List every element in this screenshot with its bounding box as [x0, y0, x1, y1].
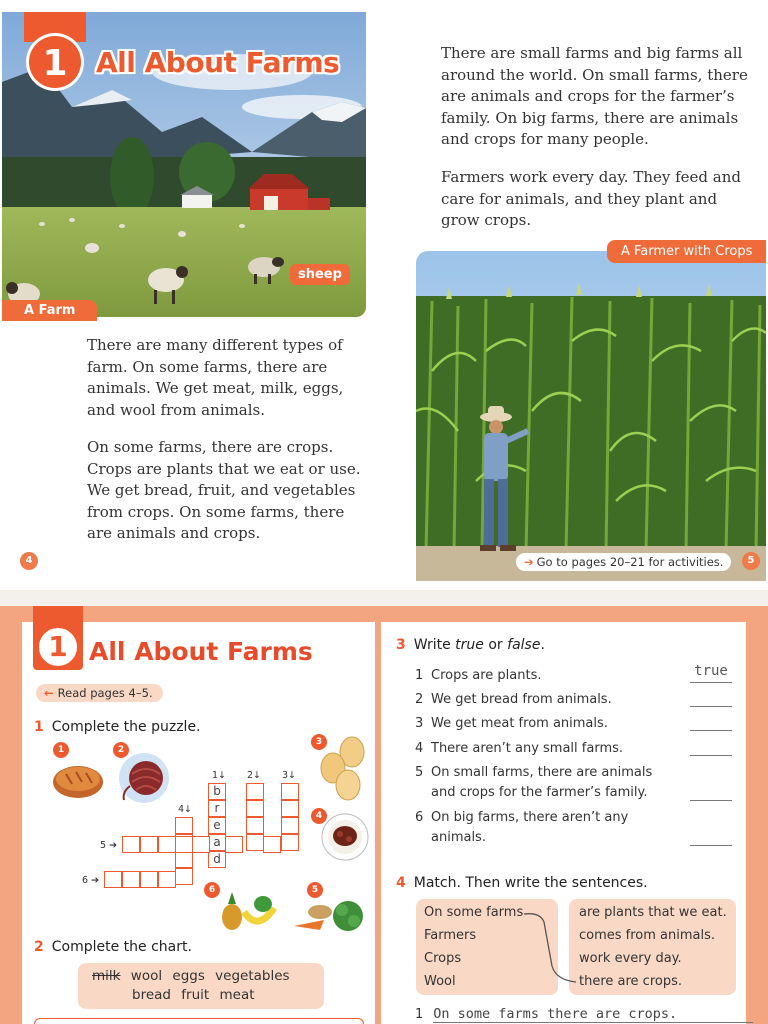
task-text: Complete the chart. — [51, 939, 192, 955]
crossword-cell[interactable] — [263, 836, 281, 853]
crossword-cell[interactable] — [281, 834, 299, 851]
task-text-true: true — [455, 637, 484, 653]
crops-photo-caption: A Farmer with Crops — [607, 240, 766, 263]
crossword-cell[interactable] — [281, 800, 299, 817]
read-pages-pill[interactable] — [36, 684, 163, 702]
picture-badge-2: 2 — [113, 742, 129, 758]
task-2-heading — [34, 939, 192, 955]
task-text: Complete the puzzle. — [51, 719, 201, 735]
word-bank-item: fruit — [181, 987, 210, 1003]
task-3-heading — [396, 637, 545, 653]
crossword-cell[interactable] — [281, 783, 299, 800]
task-text-false: false — [507, 637, 541, 653]
paragraph-farmers-work: Farmers work every day. They feed and care for animals, and they plant and grow crops. — [441, 168, 742, 229]
crossword-cell[interactable] — [225, 836, 243, 853]
match-left-item[interactable]: Wool — [424, 974, 456, 989]
clue-number-down-1: 1↓ — [212, 770, 227, 781]
paragraph-animals: There are many different types of farm. On some farms, there are animals. We get meat, milk, eggs, and wool from animals. — [87, 336, 344, 419]
match-answer-1 — [415, 1006, 753, 1023]
paragraph-farm-sizes: There are small farms and big farms all around the world. On small farms, there are animals and crops for the farmer’s family. On big farms, there are animals and crops for many people. — [441, 44, 748, 148]
match-left-item[interactable]: On some farms — [424, 905, 524, 920]
task-text-or: or — [483, 637, 508, 653]
answer-line[interactable]: true — [690, 663, 732, 683]
match-left-item[interactable]: Crops — [424, 951, 462, 966]
word-bank-item: bread — [132, 987, 171, 1003]
picture-badge-4: 4 — [311, 808, 327, 824]
bread-icon — [50, 760, 106, 802]
crossword-cell[interactable] — [140, 871, 158, 888]
word-bank-item: eggs — [172, 968, 205, 984]
page-number-left: 4 — [20, 552, 38, 570]
crossword-cell[interactable] — [122, 871, 140, 888]
true-false-item: 6 On big farms, there aren’t any animals. — [415, 810, 629, 845]
match-right-box — [569, 899, 736, 995]
match-right-item[interactable]: there are crops. — [579, 974, 682, 989]
svg-text:1: 1 — [42, 43, 68, 84]
true-false-item: 2 We get bread from animals. — [415, 692, 612, 707]
word-bank-row-2 — [132, 987, 255, 1003]
crossword-cell[interactable] — [192, 836, 210, 853]
eggs-icon — [318, 735, 368, 803]
answer-line[interactable] — [690, 826, 732, 846]
crossword-cell[interactable]: d — [208, 851, 226, 868]
task-1-heading — [34, 719, 201, 735]
true-false-item: 5 On small farms, there are animals and crops for the farmer’s family. — [415, 765, 653, 800]
answer-line[interactable] — [690, 711, 732, 731]
arrow-right-icon: ➔ — [524, 555, 534, 569]
task-4-heading — [396, 875, 648, 891]
crossword-cell[interactable] — [140, 836, 158, 853]
crossword-cell[interactable] — [175, 836, 193, 853]
crossword-cell[interactable] — [246, 834, 264, 851]
crossword-cell[interactable] — [122, 836, 140, 853]
farmer-crops-photo — [416, 251, 766, 581]
clue-number-down-3: 3↓ — [282, 770, 297, 781]
match-left-item[interactable]: Farmers — [424, 928, 477, 943]
workbook-unit-number: 1 — [36, 625, 80, 669]
chart-word-bank — [78, 963, 324, 1009]
picture-badge-6: 6 — [204, 882, 220, 898]
clue-number-down-2: 2↓ — [247, 770, 262, 781]
task-text-end: . — [540, 637, 545, 653]
word-bank-row-1 — [92, 968, 290, 984]
answer-line[interactable] — [690, 736, 732, 756]
answer-number: 1 — [415, 1007, 424, 1022]
true-false-item: 1 Crops are plants. — [415, 668, 542, 683]
crossword-cell[interactable] — [104, 871, 122, 888]
picture-badge-5: 5 — [307, 882, 323, 898]
wool-icon — [118, 748, 170, 806]
crossword-cell[interactable] — [246, 817, 264, 834]
crossword-cell[interactable] — [158, 871, 176, 888]
goto-activities-link[interactable] — [516, 553, 731, 571]
crossword-cell[interactable] — [246, 800, 264, 817]
word-bank-item: vegetables — [215, 968, 290, 984]
word-bank-item: milk — [92, 968, 121, 984]
answer-text[interactable]: On some farms there are crops. — [433, 1006, 753, 1023]
page-gap — [0, 590, 768, 606]
arrow-left-icon: ← — [44, 686, 54, 700]
chart-table-top — [34, 1018, 364, 1024]
picture-badge-1: 1 — [53, 742, 69, 758]
clue-number-across-5: 5 ➔ — [100, 840, 118, 851]
task-number: 3 — [396, 637, 406, 653]
match-connector-line — [520, 910, 580, 990]
task-number: 4 — [396, 875, 406, 891]
crossword-cell[interactable] — [175, 851, 193, 868]
read-pages-text: Read pages 4–5. — [57, 686, 153, 700]
match-right-item[interactable]: are plants that we eat. — [579, 905, 727, 920]
sheep-label: sheep — [290, 264, 350, 285]
crossword-cell[interactable] — [175, 868, 193, 885]
word-bank-item: wool — [130, 968, 163, 984]
answer-line[interactable] — [690, 687, 732, 707]
crossword-cell[interactable]: a — [208, 834, 226, 851]
clue-number-across-6: 6 ➔ — [82, 875, 100, 886]
crossword-cell[interactable] — [246, 783, 264, 800]
crossword-cell[interactable] — [158, 836, 176, 853]
crossword-cell[interactable]: r — [208, 800, 226, 817]
crossword-cell[interactable] — [281, 817, 299, 834]
task-number: 2 — [34, 939, 44, 955]
crossword-cell[interactable] — [175, 817, 193, 834]
vegetables-icon — [290, 896, 368, 936]
page-number-right: 5 — [742, 552, 760, 570]
goto-text: Go to pages 20–21 for activities. — [536, 555, 724, 569]
task-text: Match. Then write the sentences. — [413, 875, 648, 891]
task-number: 1 — [34, 719, 44, 735]
crossword-cell[interactable]: e — [208, 817, 226, 834]
match-right-item[interactable]: comes from animals. — [579, 928, 716, 943]
workbook-unit-title: All About Farms — [89, 637, 313, 666]
fruit-icon — [218, 890, 280, 932]
unit-number-icon — [24, 12, 86, 92]
match-right-item[interactable]: work every day. — [579, 951, 682, 966]
paragraph-crops: On some farms, there are crops. Crops are plants that we eat or use. We get bread, fruit, and vegetables from crops. On some farms, there are animals and crops. — [87, 438, 361, 542]
task-text: Write — [413, 637, 456, 653]
answer-line[interactable] — [690, 781, 732, 801]
farm-photo-caption: A Farm — [2, 300, 97, 321]
meat-icon — [320, 812, 370, 862]
true-false-item: 4 There aren’t any small farms. — [415, 741, 624, 756]
picture-badge-3: 3 — [311, 734, 327, 750]
crossword-cell[interactable]: b — [208, 783, 226, 800]
true-false-item: 3 We get meat from animals. — [415, 716, 608, 731]
clue-number-down-4: 4↓ — [178, 804, 193, 815]
word-bank-item: meat — [219, 987, 255, 1003]
unit-title: All About Farms — [96, 46, 340, 79]
